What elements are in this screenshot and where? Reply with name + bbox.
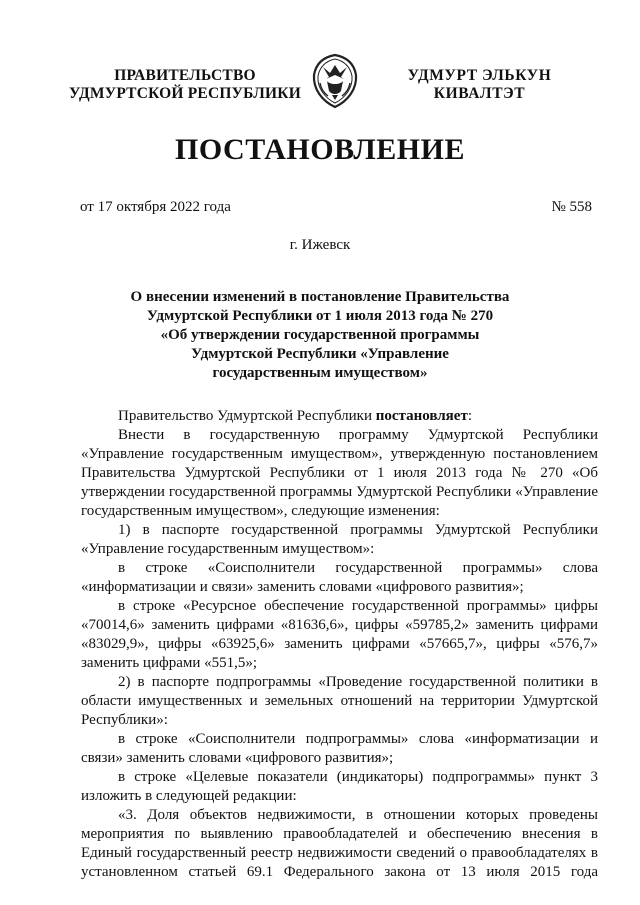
body-paragraph: в строке «Ресурсное обеспечение государственной программы» цифры «70014,6» заменить цифрами «81636,6», цифры «59785,2» заменить цифрами «83029,9», цифры «63925,6» заменить цифрами «57665,7», цифры «576,7» заменить цифрами «551,5»; [81, 598, 598, 671]
preamble-colon: : [467, 408, 472, 424]
preamble-verb: постановляет [375, 408, 468, 424]
issuer-line-1: ПРАВИТЕЛЬСТВО [114, 67, 256, 84]
issuer-udmurt-line-2: КИВАЛТЭТ [433, 85, 526, 102]
body-paragraph: «3. Доля объектов недвижимости, в отношении которых проведены мероприятия по выявлению правообладателей и обеспечению внесения в Единый государственный реестр недвижимости сведений о правообладателях в установленном статьей 69.1 Федерального закона от 13 июля 2015 года [81, 807, 598, 880]
body-paragraph: в строке «Соисполнители подпрограммы» слова «информатизации и связи» заменить словами «цифрового развития»; [81, 731, 598, 766]
subject-line: Удмуртской Республики «Управление [191, 346, 449, 362]
document-subject [110, 288, 530, 383]
subject-line: государственным имуществом» [212, 365, 428, 381]
issuer-udmurt-line-1: УДМУРТ ЭЛЬКУН [407, 67, 552, 84]
document-number: № 558 [551, 199, 592, 215]
body-paragraph: Внести в государственную программу Удмуртской Республики «Управление государственным имуществом», утвержденную постановлением Правительства Удмуртской Республики от 1 июля 2013 года № 270 «Об утверждении государственной программы Удмуртской Республики «Управление государственным имуществом», следующие изменения: [81, 427, 598, 519]
document-city: г. Ижевск [289, 237, 351, 253]
issuer-name-russian [60, 67, 310, 103]
body-paragraph: 1) в паспорте государственной программы Удмуртской Республики «Управление государственным имуществом»: [81, 522, 598, 557]
coat-of-arms-icon [310, 53, 360, 109]
document-type-title: ПОСТАНОВЛЕНИЕ [175, 133, 465, 166]
subject-line: Удмуртской Республики от 1 июля 2013 года № 270 [146, 308, 494, 324]
body-paragraph: 2) в паспорте подпрограммы «Проведение государственной политики в области имущественных и земельных отношений на территории Удмуртской Республики»: [81, 674, 598, 728]
preamble-text: Правительство Удмуртской Республики [118, 408, 376, 424]
document-date: от 17 октября 2022 года [80, 199, 231, 215]
subject-line: «Об утверждении государственной программы [160, 327, 480, 343]
issuer-name-udmurt [372, 67, 587, 103]
issuer-line-2: УДМУРТСКОЙ РЕСПУБЛИКИ [69, 85, 301, 102]
subject-line: О внесении изменений в постановление Правительства [130, 289, 510, 305]
document-body [81, 407, 598, 882]
body-paragraph: в строке «Соисполнители государственной программы» слова «информатизации и связи» заменить словами «цифрового развития»; [81, 560, 598, 595]
body-paragraph: в строке «Целевые показатели (индикаторы) подпрограммы» пункт 3 изложить в следующей редакции: [81, 769, 598, 804]
preamble-paragraph [81, 407, 598, 426]
